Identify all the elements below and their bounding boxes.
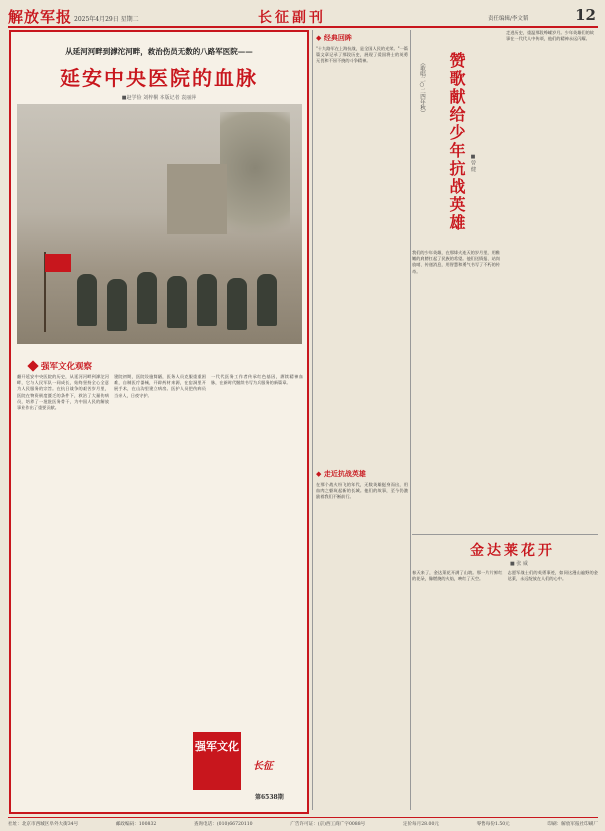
text-column: 志愿军战士们的英勇事迹，如同这漫山遍野的金达莱，永远绽放在人们的心中。: [507, 570, 598, 582]
feature-text-columns: [17, 374, 303, 804]
feature-photo: [17, 104, 302, 344]
classic-review-text: "十九路军在上海抗战，是全国人民的光荣。"一篇篇文章记录了那段历史，展现了爱国将士的英勇无畏和不屈不挠的斗争精神。: [316, 46, 408, 64]
text-column: 翻开延安中央医院的历史，从延河河畔到滹沱河畔，它与人民军队一同成长，始终坚持全心全意为人民服务的宗旨。在抗日战争的艰苦岁月里，医院在物资极度匮乏的条件下，救治了大量伤病员，培养了一批批医务骨干，为中国人民的解放事业作出了重要贡献。: [17, 374, 109, 411]
poem-title: 赞歌献给少年抗战英雄: [447, 52, 466, 232]
classic-review-heading: ◆ 经典回眸: [316, 33, 408, 43]
poem-block: [412, 30, 500, 260]
poem-text: 我们的少年英雄，在那烽火连天的岁月里，用稚嫩的肩膀扛起了民族的希望。他们送情报、站岗放哨、传递消息，用智慧和勇气书写了不朽的传奇。: [412, 250, 500, 274]
footer-retail: 零售每份1.50元: [476, 821, 510, 827]
changzheng-signature: 长征: [253, 761, 273, 772]
issue-date: 2025年4月29日 星期二: [74, 16, 139, 23]
right-column-text: 走进历史，重温那段峥嵘岁月。少年英雄们的故事在一代代人中传颂，他们的精神永远闪耀。: [506, 30, 594, 42]
issue-number: 第6538期: [255, 794, 284, 801]
footer: [8, 817, 598, 827]
section-title: 长征副刊: [258, 10, 326, 26]
text-column: 一代代医务工作者传承红色基因，赓续精神血脉，在新时代继续书写为兵服务的新篇章。: [211, 374, 303, 386]
photo-soldier: [107, 279, 127, 331]
poem-subtitle: （歌唱二○二四年秋）: [419, 60, 425, 116]
section-heading: 强军文化观察: [29, 360, 92, 372]
footer-price: 定价每月28.00元: [402, 821, 439, 827]
jin-text-columns: [412, 570, 598, 800]
feature-headline: 延安中央医院的血脉: [60, 66, 258, 90]
horizontal-divider: [412, 534, 598, 535]
photo-soldier: [227, 278, 247, 330]
red-flag: [45, 254, 71, 272]
photo-building: [167, 164, 227, 234]
feature-article: [9, 30, 309, 814]
photo-soldier: [167, 276, 187, 328]
footer-ad: 广告许可证：(京)西工商广字0088号: [290, 821, 366, 827]
photo-soldier: [197, 274, 217, 326]
footer-zip: 邮政编码：100832: [115, 821, 157, 827]
footer-print: 印刷：解放军报社印刷厂: [547, 821, 598, 827]
culture-stamp: 强军文化: [193, 732, 241, 790]
photo-soldier: [257, 274, 277, 326]
middle-column: [316, 30, 408, 810]
heroes-heading: ◆ 走近抗战英雄: [316, 469, 408, 479]
photo-tree: [220, 112, 290, 252]
masthead: [8, 6, 598, 28]
feature-byline: ■赵学俭 刘梓桐 本版记者 袁丽萍: [121, 95, 197, 101]
photo-soldier: [137, 272, 157, 324]
text-column: 春天来了，金达莱花开满了山坡。那一片片鲜红的花朵，像燃烧的火焰，映红了天空。: [412, 570, 503, 582]
column-divider: [312, 30, 313, 810]
footer-phone: 查询电话：(010)66720110: [193, 821, 253, 827]
page-number: 12: [575, 6, 596, 24]
jin-title: 金达莱花开: [470, 543, 555, 559]
photo-soldier: [77, 274, 97, 326]
feature-kicker: 从延河河畔到滹沱河畔，救治伤员无数的八路军医院——: [65, 47, 253, 56]
editor-credit: 责任编辑/李文韬: [488, 16, 529, 22]
jin-author: ■ 张 威: [510, 561, 528, 567]
text-column: 建院初期，医院设施简陋，医务人员克服重重困难，自制医疗器械，开辟药材来源，在窑洞里开展手术，在山沟里建立病房。医护人员把伤病员当亲人，日夜守护。: [114, 374, 206, 398]
footer-address: 社址：北京市西城区阜外大街34号: [8, 821, 79, 827]
poem-author: ■曾 健: [470, 154, 476, 172]
heroes-text: 在那个战火纷飞的年代，无数英雄挺身而出，用血肉之躯筑起新的长城。他们的故事，至今仍激励着我们不断前行。: [316, 482, 408, 500]
column-divider: [410, 30, 411, 810]
newspaper-logo: 解放军报: [8, 8, 73, 26]
